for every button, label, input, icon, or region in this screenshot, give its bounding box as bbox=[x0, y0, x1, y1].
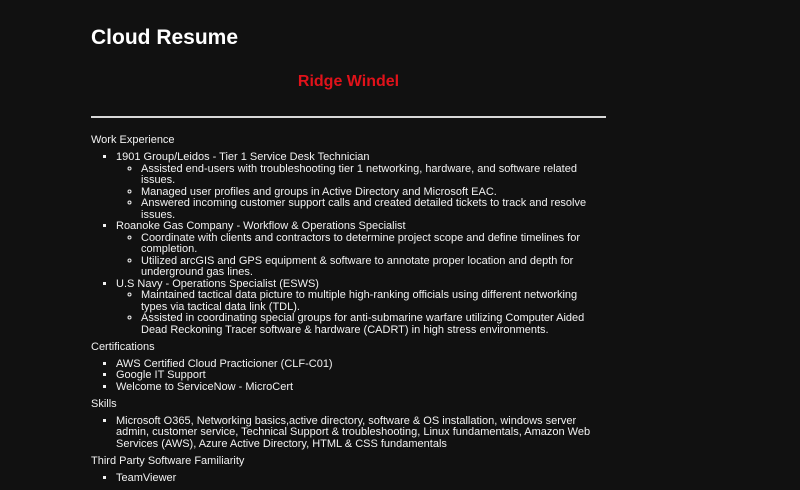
certification-item: ▪ AWS Certified Cloud Practicioner (CLF-C01) bbox=[116, 359, 606, 371]
skills-list bbox=[91, 416, 606, 451]
section-heading-work: Work Experience bbox=[91, 134, 175, 146]
job-title: U.S Navy - Operations Specialist (ESWS) bbox=[116, 277, 319, 290]
job-point: ◦ Utilized arcGIS and GPS equipment & software to annotate proper location and depth for underground gas lines. bbox=[141, 256, 606, 279]
job-item bbox=[116, 152, 606, 221]
candidate-name: Ridge Windel bbox=[297, 73, 400, 90]
section-heading-certifications: Certifications bbox=[91, 340, 155, 353]
job-point: ◦ Assisted in coordinating special groups for anti-submarine warfare utilizing Computer Aided Dead Reckoning Tracer software & hardware (CADRT) in high stress environments. bbox=[141, 313, 606, 336]
job-title: Roanoke Gas Company - Workflow & Operations Specialist bbox=[116, 220, 406, 232]
work-list bbox=[91, 152, 606, 336]
section-heading-skills: Skills bbox=[91, 397, 117, 410]
certification-item: ▪ Google IT Support bbox=[116, 370, 606, 382]
section-heading-software: Third Party Software Familiarity bbox=[91, 454, 245, 467]
page-title: Cloud Resume bbox=[91, 26, 239, 49]
software-item: ▪ TeamViewer bbox=[116, 473, 606, 485]
job-item bbox=[116, 279, 606, 337]
software-list bbox=[91, 473, 606, 485]
job-point: ◦ Managed user profiles and groups in Active Directory and Microsoft EAC. bbox=[141, 187, 606, 199]
job-item bbox=[116, 221, 606, 279]
job-point: ◦ Coordinate with clients and contractors to determine project scope and define timelines for completion. bbox=[141, 233, 606, 256]
job-point: ◦ Assisted end-users with troubleshooting tier 1 networking, hardware, and software related issues. bbox=[141, 164, 606, 187]
job-point: ◦ Answered incoming customer support calls and created detailed tickets to track and resolve issues. bbox=[141, 198, 606, 221]
certification-item: ▪ Welcome to ServiceNow - MicroCert bbox=[116, 382, 606, 394]
certifications-list bbox=[91, 359, 606, 394]
resume-body bbox=[91, 135, 606, 490]
job-title: 1901 Group/Leidos - Tier 1 Service Desk Technician bbox=[116, 151, 370, 163]
skills-item: ▪ Microsoft O365, Networking basics,active directory, software & OS installation, windows server admin, customer service, Technical Support & troubleshooting, Linux fundamentals, Amazon Web Services (AWS), Azure Active Directory, HTML & CSS fundamentals bbox=[116, 416, 606, 451]
job-point: ◦ Maintained tactical data picture to multiple high-ranking officials using different networking types via tactical data link (TDL). bbox=[141, 290, 606, 313]
divider bbox=[91, 116, 606, 118]
